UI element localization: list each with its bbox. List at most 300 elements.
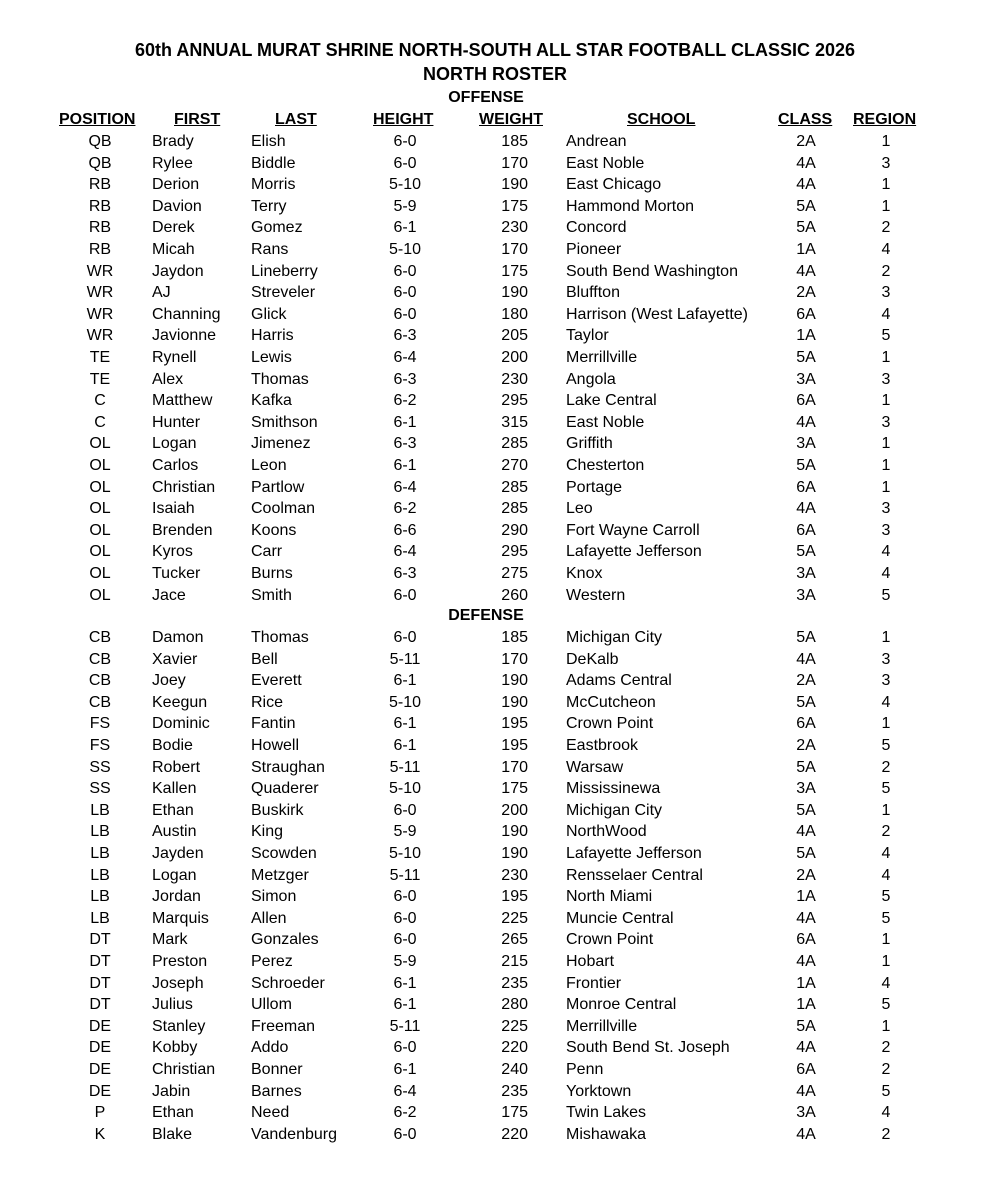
roster-row (0, 585, 990, 606)
weight-cell: 235 (501, 1082, 528, 1100)
region-cell: 4 (881, 1104, 891, 1122)
height-cell: 6-2 (393, 500, 417, 518)
school-cell: Eastbrook (566, 737, 639, 754)
last-name-cell: Rice (251, 693, 284, 711)
position-cell: RB (88, 241, 112, 258)
roster-row (0, 649, 990, 670)
last-name-cell: Harris (251, 327, 294, 345)
last-name-cell: Vandenburg (251, 1125, 337, 1143)
weight-cell: 265 (501, 931, 528, 949)
class-cell: 4A (796, 262, 816, 280)
region-cell: 5 (881, 780, 891, 798)
class-cell: 4A (796, 154, 816, 172)
weight-cell: 175 (501, 1104, 528, 1122)
school-cell: East Noble (566, 413, 645, 431)
position-cell: TE (89, 349, 111, 366)
roster-row (0, 1102, 990, 1123)
class-cell: 2A (796, 133, 816, 150)
position-cell: LB (90, 866, 110, 884)
class-cell: 4A (796, 413, 816, 431)
weight-cell: 170 (501, 650, 528, 668)
class-cell: 4A (796, 953, 816, 970)
school-cell: Knox (566, 565, 603, 582)
last-name-cell: Need (251, 1104, 290, 1122)
class-cell: 5A (796, 801, 816, 819)
first-name-cell: Joey (152, 672, 186, 690)
last-name-cell: Quaderer (251, 780, 319, 798)
roster-row (0, 735, 990, 756)
weight-cell: 170 (501, 154, 528, 172)
position-cell: OL (89, 521, 111, 539)
first-name-cell: Brady (152, 133, 194, 150)
class-cell: 6A (796, 931, 816, 949)
roster-row (0, 563, 990, 584)
class-cell: 4A (796, 1039, 816, 1057)
last-name-cell: Jimenez (251, 435, 311, 453)
roster-row (0, 821, 990, 842)
school-cell: Griffith (566, 435, 613, 453)
region-cell: 1 (881, 435, 891, 453)
weight-cell: 225 (501, 1017, 528, 1035)
region-cell: 1 (881, 629, 891, 646)
weight-cell: 235 (501, 974, 528, 992)
first-name-cell: Micah (152, 241, 195, 258)
weight-cell: 190 (501, 672, 528, 690)
last-name-cell: Bell (251, 650, 278, 668)
school-cell: Twin Lakes (566, 1104, 647, 1122)
last-name-cell: Ullom (251, 996, 292, 1014)
school-cell: Rensselaer Central (566, 866, 703, 884)
school-cell: Frontier (566, 974, 622, 992)
roster-row (0, 757, 990, 778)
region-cell: 1 (881, 801, 891, 819)
region-cell: 3 (881, 672, 891, 690)
last-name-cell: Coolman (251, 500, 316, 518)
position-cell: DE (88, 1017, 112, 1035)
last-name-cell: King (251, 823, 284, 841)
first-name-cell: Jayden (152, 845, 204, 862)
position-cell: LB (90, 909, 110, 927)
height-cell: 6-0 (393, 305, 417, 323)
height-cell: 6-4 (393, 543, 417, 561)
school-cell: Crown Point (566, 931, 654, 949)
first-column-header: FIRST (174, 111, 221, 128)
last-name-cell: Leon (251, 457, 287, 474)
last-name-cell: Thomas (251, 370, 309, 388)
position-cell: DT (89, 931, 111, 949)
position-cell: OL (89, 565, 111, 582)
last-name-cell: Scowden (251, 845, 317, 862)
weight-cell: 225 (501, 909, 528, 927)
region-column-header: REGION (853, 111, 917, 128)
region-cell: 2 (881, 758, 891, 776)
last-name-cell: Glick (251, 305, 287, 323)
roster-row (0, 886, 990, 907)
first-name-cell: Robert (152, 758, 201, 776)
class-cell: 6A (796, 305, 816, 323)
height-cell: 6-0 (393, 1125, 417, 1143)
position-cell: OL (89, 478, 111, 496)
roster-row (0, 520, 990, 541)
first-name-cell: Julius (152, 996, 193, 1014)
first-name-cell: Logan (152, 866, 197, 884)
last-name-cell: Buskirk (251, 801, 304, 819)
weight-cell: 315 (501, 413, 528, 431)
class-cell: 5A (796, 845, 816, 862)
position-cell: C (94, 413, 106, 431)
first-name-cell: Jace (152, 586, 186, 604)
weight-cell: 190 (501, 693, 528, 711)
class-cell: 1A (796, 241, 816, 258)
position-cell: C (94, 392, 106, 410)
first-name-cell: Damon (152, 629, 204, 646)
school-cell: Michigan City (566, 629, 663, 646)
height-cell: 6-2 (393, 1104, 417, 1122)
school-cell: NorthWood (566, 823, 647, 841)
height-cell: 5-11 (389, 650, 421, 668)
roster-row (0, 994, 990, 1015)
weight-cell: 200 (501, 801, 528, 819)
region-cell: 4 (881, 845, 891, 862)
height-cell: 6-0 (393, 1039, 417, 1057)
height-cell: 6-1 (393, 996, 417, 1014)
first-name-cell: Marquis (152, 909, 209, 927)
weight-column-header: WEIGHT (479, 111, 543, 128)
last-name-cell: Bonner (251, 1061, 303, 1078)
last-name-cell: Howell (251, 737, 300, 754)
class-column-header: CLASS (778, 111, 833, 128)
height-cell: 6-1 (393, 1061, 417, 1078)
height-cell: 6-1 (393, 457, 417, 474)
last-name-cell: Lineberry (251, 262, 318, 280)
height-cell: 5-10 (388, 845, 422, 862)
offense-section-heading: OFFENSE (448, 89, 524, 106)
position-cell: DT (89, 996, 111, 1014)
region-cell: 4 (881, 974, 891, 992)
school-cell: Lafayette Jefferson (566, 845, 702, 862)
region-cell: 3 (881, 284, 891, 302)
height-column-header: HEIGHT (373, 111, 434, 128)
height-cell: 6-3 (393, 327, 417, 345)
height-cell: 5-9 (393, 953, 417, 970)
height-cell: 5-9 (393, 823, 417, 841)
roster-row (0, 196, 990, 217)
position-cell: LB (90, 888, 110, 906)
last-name-cell: Koons (251, 521, 297, 539)
weight-cell: 180 (501, 305, 528, 323)
position-cell: RB (88, 197, 112, 215)
school-cell: Angola (566, 370, 616, 388)
weight-cell: 175 (501, 197, 528, 215)
first-name-cell: Rynell (152, 349, 197, 366)
height-cell: 6-1 (393, 672, 417, 690)
height-cell: 6-1 (393, 219, 417, 237)
last-name-cell: Carr (251, 543, 283, 561)
region-cell: 5 (881, 996, 891, 1014)
school-cell: South Bend St. Joseph (566, 1039, 730, 1057)
first-name-cell: Kyros (152, 543, 193, 561)
roster-title: 60th ANNUAL MURAT SHRINE NORTH-SOUTH ALL STAR FOOTBALL CLASSIC 2026 (134, 40, 856, 60)
weight-cell: 200 (501, 349, 528, 366)
height-cell: 6-1 (393, 737, 417, 754)
position-cell: OL (89, 435, 111, 453)
region-cell: 5 (881, 737, 891, 754)
weight-cell: 175 (501, 780, 528, 798)
weight-cell: 295 (501, 543, 528, 561)
roster-row (0, 412, 990, 433)
weight-cell: 190 (501, 284, 528, 302)
roster-row (0, 217, 990, 238)
last-name-cell: Simon (251, 888, 297, 906)
roster-row (0, 498, 990, 519)
weight-cell: 230 (501, 219, 528, 237)
region-cell: 3 (881, 500, 891, 518)
roster-row (0, 973, 990, 994)
weight-cell: 230 (501, 370, 528, 388)
first-name-cell: Channing (152, 305, 221, 323)
class-cell: 4A (796, 650, 816, 668)
class-cell: 1A (796, 974, 816, 992)
height-cell: 5-10 (388, 176, 422, 194)
weight-cell: 285 (501, 435, 528, 453)
roster-row (0, 261, 990, 282)
first-name-cell: Jaydon (152, 262, 204, 280)
first-name-cell: Preston (152, 953, 208, 970)
position-cell: TE (89, 370, 111, 388)
school-cell: Bluffton (566, 284, 620, 302)
region-cell: 4 (881, 241, 891, 258)
height-cell: 6-4 (393, 349, 417, 366)
height-cell: 6-0 (393, 133, 417, 150)
first-name-cell: Brenden (152, 521, 213, 539)
height-cell: 6-0 (393, 586, 417, 604)
first-name-cell: Isaiah (152, 500, 195, 518)
last-name-cell: Burns (251, 565, 293, 582)
weight-cell: 170 (501, 241, 528, 258)
position-cell: LB (90, 801, 110, 819)
region-cell: 1 (881, 392, 891, 410)
position-cell: OL (89, 457, 111, 474)
class-cell: 5A (796, 543, 816, 561)
region-cell: 1 (881, 133, 891, 150)
school-cell: East Chicago (566, 176, 662, 194)
class-cell: 6A (796, 1061, 816, 1078)
first-name-cell: Kallen (152, 780, 197, 798)
region-cell: 1 (881, 953, 891, 970)
last-name-cell: Addo (251, 1039, 289, 1057)
last-name-cell: Metzger (251, 866, 309, 884)
school-cell: Yorktown (566, 1082, 632, 1100)
first-name-cell: Bodie (152, 737, 193, 754)
last-name-cell: Barnes (251, 1082, 302, 1100)
weight-cell: 185 (501, 629, 528, 646)
class-cell: 4A (796, 1125, 816, 1143)
position-cell: K (94, 1125, 106, 1143)
roster-row (0, 131, 990, 152)
first-name-cell: Rylee (152, 154, 193, 172)
first-name-cell: AJ (152, 284, 171, 302)
weight-cell: 175 (501, 262, 528, 280)
region-cell: 1 (881, 931, 891, 949)
position-cell: P (94, 1104, 106, 1122)
region-cell: 5 (881, 909, 891, 927)
region-cell: 4 (881, 565, 891, 582)
weight-cell: 195 (501, 737, 528, 754)
class-cell: 2A (796, 284, 816, 302)
height-cell: 6-0 (393, 284, 417, 302)
region-cell: 1 (881, 176, 891, 194)
last-name-cell: Kafka (251, 392, 292, 410)
height-cell: 6-2 (393, 392, 417, 410)
position-cell: WR (86, 262, 114, 280)
school-cell: Andrean (566, 133, 627, 150)
first-name-cell: Alex (152, 370, 184, 388)
class-cell: 4A (796, 823, 816, 841)
school-cell: Lake Central (566, 392, 657, 410)
class-cell: 3A (796, 435, 816, 453)
roster-row (0, 325, 990, 346)
height-cell: 5-9 (393, 197, 417, 215)
class-cell: 2A (796, 866, 816, 884)
weight-cell: 285 (501, 500, 528, 518)
school-cell: East Noble (566, 154, 645, 172)
school-cell: DeKalb (566, 650, 619, 668)
weight-cell: 190 (501, 176, 528, 194)
roster-row (0, 1059, 990, 1080)
last-name-cell: Straughan (251, 758, 325, 776)
height-cell: 6-0 (393, 931, 417, 949)
first-name-cell: Dominic (152, 715, 210, 733)
first-name-cell: Logan (152, 435, 197, 453)
region-cell: 3 (881, 521, 891, 539)
position-cell: LB (90, 845, 110, 862)
region-cell: 2 (881, 1061, 891, 1078)
last-name-cell: Everett (251, 672, 302, 690)
class-cell: 6A (796, 392, 816, 410)
class-cell: 6A (796, 478, 816, 496)
region-cell: 2 (881, 823, 891, 841)
first-name-cell: Carlos (152, 457, 199, 474)
height-cell: 6-0 (393, 629, 417, 646)
height-cell: 5-11 (389, 866, 421, 884)
region-cell: 5 (881, 888, 891, 906)
school-cell: Penn (566, 1061, 604, 1078)
weight-cell: 215 (501, 953, 528, 970)
class-cell: 2A (796, 737, 816, 754)
school-cell: Michigan City (566, 801, 663, 819)
school-cell: Concord (566, 219, 627, 237)
height-cell: 6-1 (393, 974, 417, 992)
weight-cell: 185 (501, 133, 528, 150)
region-cell: 2 (881, 262, 891, 280)
first-name-cell: Matthew (152, 392, 213, 410)
class-cell: 2A (796, 672, 816, 690)
roster-row (0, 153, 990, 174)
last-name-cell: Thomas (251, 629, 309, 646)
school-cell: South Bend Washington (566, 262, 738, 280)
last-name-cell: Perez (251, 953, 293, 970)
first-name-cell: Christian (152, 478, 216, 496)
roster-row (0, 1081, 990, 1102)
first-name-cell: Ethan (152, 801, 194, 819)
position-cell: FS (89, 737, 111, 754)
first-name-cell: Jordan (152, 888, 201, 906)
last-name-cell: Terry (251, 197, 287, 215)
class-cell: 5A (796, 197, 816, 215)
last-name-cell: Fantin (251, 715, 296, 733)
roster-row (0, 1016, 990, 1037)
class-cell: 5A (796, 349, 816, 366)
last-name-cell: Partlow (251, 478, 305, 496)
region-cell: 1 (881, 1017, 891, 1035)
weight-cell: 295 (501, 392, 528, 410)
position-cell: OL (89, 500, 111, 518)
position-cell: OL (89, 543, 111, 561)
first-name-cell: Jabin (152, 1082, 191, 1100)
weight-cell: 220 (501, 1125, 528, 1143)
last-name-cell: Allen (251, 909, 287, 927)
height-cell: 6-1 (393, 413, 417, 431)
class-cell: 4A (796, 909, 816, 927)
position-cell: RB (88, 176, 112, 194)
position-cell: RB (88, 219, 112, 237)
first-name-cell: Stanley (152, 1017, 206, 1035)
height-cell: 6-3 (393, 435, 417, 453)
first-name-cell: Derek (152, 219, 195, 237)
roster-row (0, 843, 990, 864)
last-name-cell: Elish (251, 133, 286, 150)
first-name-cell: Mark (152, 931, 188, 949)
position-cell: WR (86, 327, 114, 345)
school-cell: Hammond Morton (566, 197, 695, 215)
position-cell: LB (90, 823, 110, 841)
weight-cell: 230 (501, 866, 528, 884)
position-cell: QB (88, 154, 112, 172)
school-column-header: SCHOOL (627, 111, 696, 128)
weight-cell: 270 (501, 457, 528, 474)
school-cell: Crown Point (566, 715, 654, 733)
roster-row (0, 369, 990, 390)
class-cell: 6A (796, 715, 816, 733)
weight-cell: 260 (501, 586, 528, 604)
first-name-cell: Javionne (152, 327, 217, 345)
region-cell: 4 (881, 305, 891, 323)
height-cell: 6-0 (393, 909, 417, 927)
region-cell: 5 (881, 1082, 891, 1100)
position-cell: SS (89, 780, 111, 798)
class-cell: 4A (796, 176, 816, 194)
class-cell: 3A (796, 565, 816, 582)
height-cell: 6-0 (393, 154, 417, 172)
school-cell: Leo (566, 500, 593, 518)
roster-row (0, 1124, 990, 1145)
position-cell: CB (88, 629, 112, 646)
defense-section-heading: DEFENSE (448, 607, 524, 624)
roster-row (0, 390, 990, 411)
school-cell: Mishawaka (566, 1125, 647, 1143)
class-cell: 1A (796, 327, 816, 345)
class-cell: 5A (796, 629, 816, 646)
roster-row (0, 455, 990, 476)
weight-cell: 205 (501, 327, 528, 345)
region-cell: 1 (881, 197, 891, 215)
position-cell: WR (86, 284, 114, 302)
last-name-cell: Lewis (251, 349, 292, 366)
class-cell: 6A (796, 521, 816, 539)
school-cell: Merrillville (566, 349, 638, 366)
region-cell: 3 (881, 154, 891, 172)
class-cell: 5A (796, 693, 816, 711)
